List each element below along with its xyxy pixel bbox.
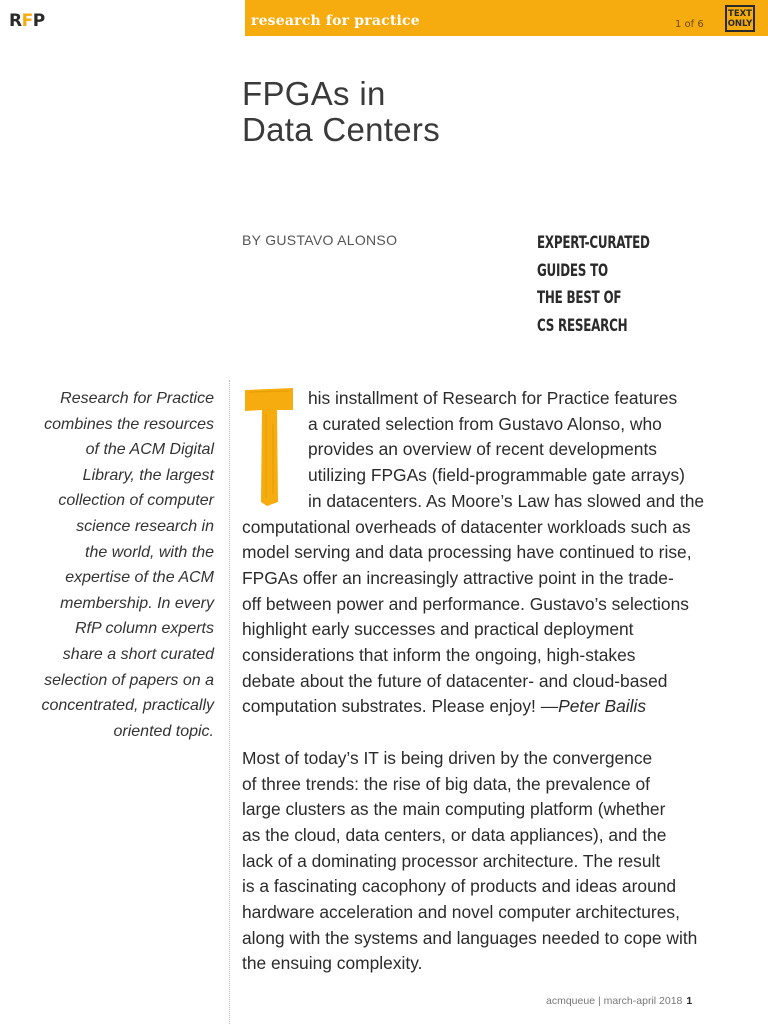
drop-cap-letter: T	[243, 369, 253, 388]
rfp-logo	[9, 11, 45, 31]
sidebar-line: of the ACM Digital	[85, 441, 214, 459]
intro-line: model serving and data processing have continued to rise,	[242, 542, 692, 563]
sidebar-line: concentrated, practically	[41, 697, 214, 715]
sidebar-line: collection of computer	[58, 492, 214, 510]
intro-line-last	[242, 694, 712, 720]
intro-line-text: computation substrates. Please enjoy! —	[242, 696, 559, 717]
intro-line: his installment of Research for Practice features	[308, 388, 678, 408]
logo-letter-f: F	[21, 11, 33, 31]
body-line: the ensuing complexity.	[242, 953, 423, 974]
section-title: research for practice	[251, 13, 420, 29]
author-byline: BY GUSTAVO ALONSO	[242, 232, 398, 248]
sidebar-line: selection of papers on a	[44, 671, 214, 689]
intro-line: FPGAs offer an increasingly attractive point in the trade-	[242, 567, 674, 588]
column-divider	[229, 380, 230, 1024]
text-only-label-line2: ONLY	[727, 18, 753, 29]
intro-line: highlight early successes and practical deployment	[242, 619, 634, 640]
sidebar-line: expertise of the ACM	[65, 569, 214, 587]
page-footer	[546, 995, 692, 1007]
article-body	[242, 386, 712, 977]
tagline-line: EXPERT-CURATED	[537, 233, 650, 253]
logo-letter-p: P	[32, 11, 45, 31]
intro-line: considerations that inform the ongoing, high-stakes	[242, 645, 636, 666]
intro-line: in datacenters. As Moore’s Law has slowed and the	[308, 490, 705, 511]
body-line: hardware acceleration and novel computer architectures,	[242, 902, 680, 923]
intro-line: debate about the future of datacenter- and cloud-based	[242, 670, 668, 691]
body-line: Most of today’s IT is being driven by the convergence	[242, 747, 653, 768]
body-line: along with the systems and languages needed to cope with	[242, 927, 698, 948]
sidebar-line: Library, the largest	[82, 466, 214, 484]
sidebar-line: RfP column experts	[74, 620, 214, 638]
sidebar-line: oriented topic.	[113, 722, 214, 740]
body-line: large clusters as the main computing platform (whether	[242, 799, 666, 820]
text-only-label-line1: TEXT	[728, 8, 752, 19]
logo-letter-r: R	[9, 11, 22, 31]
article-title-line2: Data Centers	[242, 111, 441, 148]
intro-signature: Peter Bailis	[558, 696, 647, 717]
intro-line: provides an overview of recent developments	[308, 439, 657, 460]
intro-line: computational overheads of datacenter workloads such as	[242, 516, 691, 537]
article-title	[242, 76, 440, 148]
section-header-bar	[245, 0, 768, 36]
page-indicator: 1 of 6	[675, 19, 704, 30]
sidebar-blurb	[14, 386, 214, 744]
footer-page-number: 1	[686, 995, 693, 1007]
body-line: as the cloud, data centers, or data appliances), and the	[242, 824, 667, 845]
sidebar-line: combines the resources	[44, 415, 214, 433]
intro-line: off between power and performance. Gustavo’s selections	[242, 593, 689, 614]
body-line: is a fascinating cacophony of products and ideas around	[242, 876, 677, 897]
body-line: lack of a dominating processor architecture. The result	[242, 850, 661, 871]
paragraph-gap	[242, 720, 712, 746]
intro-line: utilizing FPGAs (field-programmable gate arrays)	[308, 465, 685, 486]
footer-publication: acmqueue | march-april 2018	[546, 995, 683, 1007]
body-line: of three trends: the rise of big data, the prevalence of	[242, 773, 650, 794]
sidebar-line: membership. In every	[60, 594, 214, 612]
tagline-line: CS RESEARCH	[537, 315, 628, 336]
sidebar-line: science research in	[76, 517, 214, 535]
text-only-button[interactable]	[725, 5, 755, 32]
sidebar-line: share a short curated	[62, 645, 214, 663]
tagline-line: GUIDES TO	[537, 260, 608, 281]
article-title-line1: FPGAs in	[242, 75, 386, 112]
intro-line: a curated selection from Gustavo Alonso, who	[308, 413, 662, 434]
tagline-line: THE BEST OF	[537, 288, 622, 308]
series-tagline	[537, 230, 682, 340]
sidebar-line: Research for Practice	[60, 390, 214, 407]
sidebar-line: the world, with the	[85, 543, 214, 561]
